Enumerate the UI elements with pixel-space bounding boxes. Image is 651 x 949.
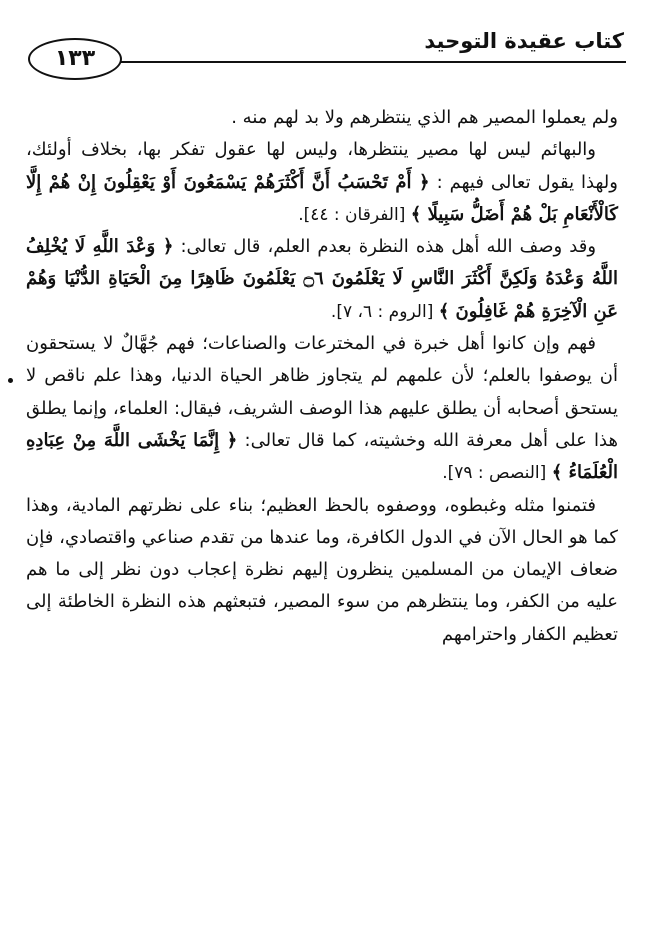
margin-dot [8,378,13,383]
quran-verse: ﴿ أَمْ تَحْسَبُ أَنَّ أَكْثَرَهُمْ يَسْمَعُونَ أَوْ يَعْقِلُونَ إِنْ هُمْ إِلَّا كَالْأَنْعَامِ بَلْ هُمْ أَضَلُّ سَبِيلًا ﴾ [26,171,618,225]
verse-reference: [النصص : ٧٩]. [442,463,552,484]
paragraph-text: ولم يعملوا المصير هم الذي ينتظرهم ولا بد لهم منه . [231,107,618,128]
paragraph-text: وقد وصف الله أهل هذه النظرة بعدم العلم، قال تعالى: [173,236,597,258]
paragraph-3 [26,231,618,328]
book-title: كتاب عقيدة التوحيد [424,29,624,53]
page-number-badge: ١٣٣ [28,38,122,80]
page-body [26,102,618,651]
verse-reference: [الروم : ٦، ٧]. [330,301,439,322]
paragraph-2 [26,134,618,231]
paragraph-text: والبهائم ليس لها مصير ينتظرها، وليس لها عقول تفكر بها، بخلاف أولئك، ولهذا يقول تعالى فيهم : [26,139,618,193]
paragraph-4 [26,328,618,489]
paragraph-text: فتمنوا مثله وغبطوه، ووصفوه بالحظ العظيم؛ بناء على نظرتهم المادية، وهذا كما هو الحال الآن في الدول الكافرة، وما عندها من تقدم صناعي واقتصادي، فإن ضعاف الإيمان من المسلمين ينظرون إليهم نظرة إعجاب دون نظر إلى ما هم عليه من الكفر، وما ينتظرهم من سوء المصير، فتبعثهم هذه النظرة الخاطئة إلى تعظيم الكفار واحترامهم [26,494,618,645]
header-rule [120,61,626,63]
verse-reference: [الفرقان : ٤٤]. [298,204,411,225]
quran-verse: ﴿ إِنَّمَا يَخْشَى اللَّهَ مِنْ عِبَادِهِ الْعُلَمَاءُ ﴾ [26,429,618,484]
paragraph-5 [26,490,618,651]
paragraph-text: فهم وإن كانوا أهل خبرة في المخترعات والصناعات؛ فهم جُهَّالٌ لا يستحقون أن يوصفوا بالعلم؛ لأن علمهم لم يتجاوز ظاهر الحياة الدنيا، وهذا علم ناقص لا يستحق أصحابه أن يطلق عليهم هذا الوصف الشريف، فيقال: العلماء، وإنما يطلق هذا على أهل معرفة الله وخشيته، كما قال تعالى: [26,333,618,451]
page-header [28,24,626,76]
paragraph-1 [26,102,618,134]
quran-verse: ﴿ وَعْدَ اللَّهِ لَا يُخْلِفُ اللَّهُ وَعْدَهُ وَلَكِنَّ أَكْثَرَ النَّاسِ لَا يَعْلَمُونَ ۝٦ يَعْلَمُونَ ظَاهِرًا مِنَ الْحَيَاةِ الدُّنْيَا وَهُمْ عَنِ الْآخِرَةِ هُمْ غَافِلُونَ ﴾ [26,236,618,322]
